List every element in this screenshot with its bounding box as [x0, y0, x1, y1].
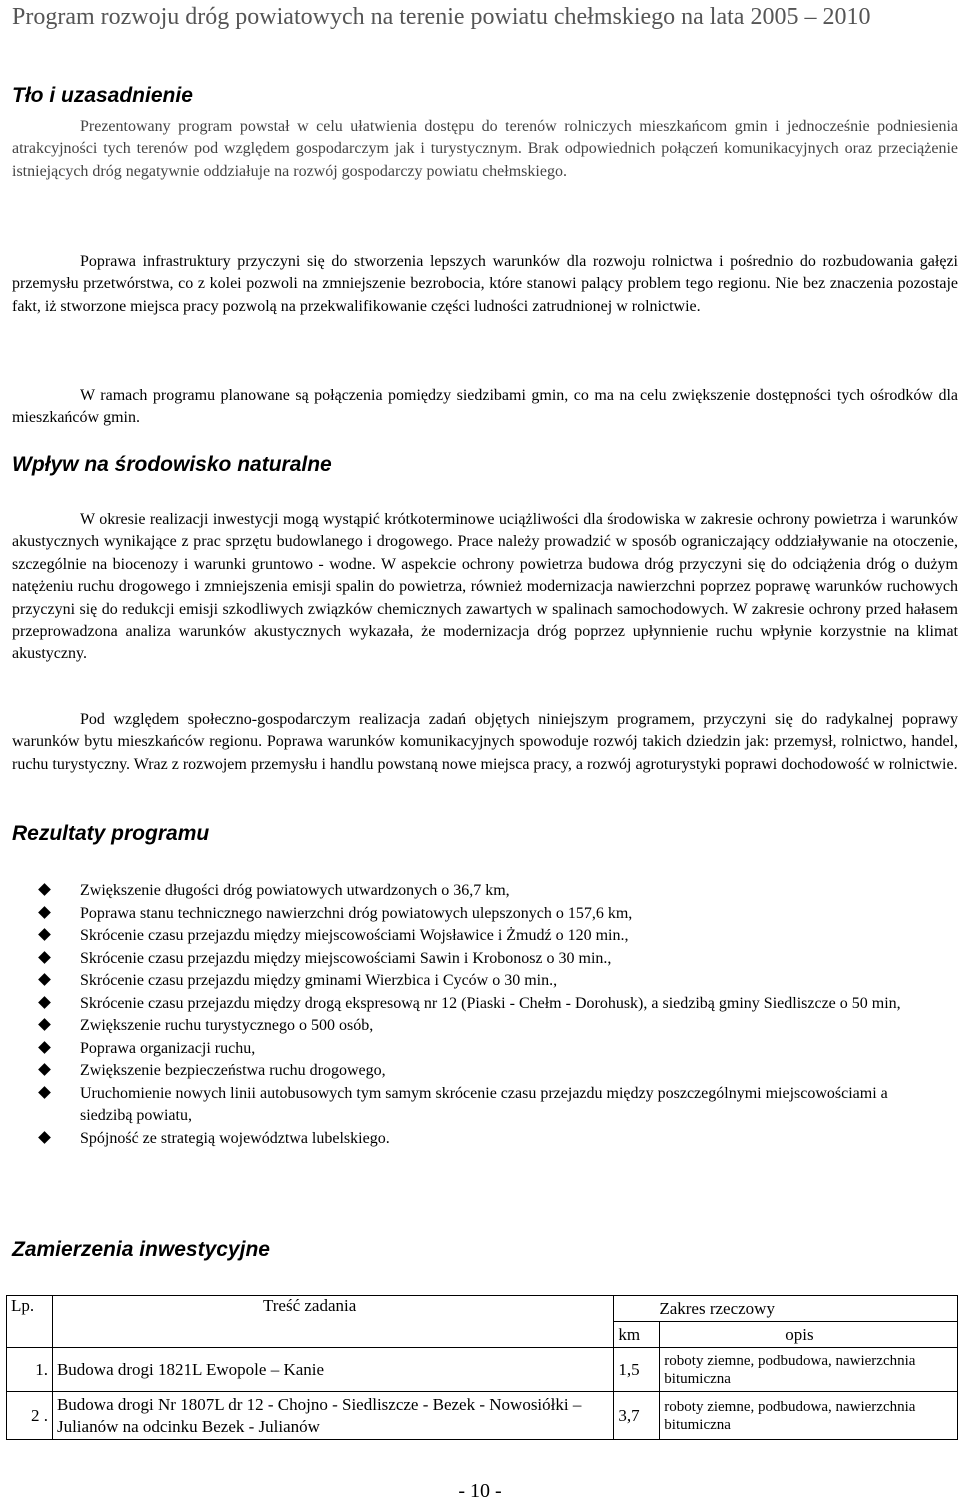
background-paragraph-1: Prezentowany program powstał w celu ułatwienia dostępu do terenów rolniczych mieszkańcom gmin i jednocześnie podniesienia atrakcyjności tych terenów pod względem gospodarczym jak i turystycznym. Brak odpowiednich połączeń komunikacyjnych oraz przeciążenie istniejących dróg negatywnie oddziałuje na rozwój gospodarczy powiatu chełmskiego.: [12, 118, 958, 180]
page-number: - 10 -: [458, 1480, 502, 1502]
row-km: 1,5: [614, 1348, 660, 1392]
row-desc: roboty ziemne, podbudowa, nawierzchnia bitumiczna: [660, 1348, 958, 1392]
section-heading-results: Rezultaty programu: [12, 822, 210, 845]
list-item: Skrócenie czasu przejazdu między miejscowościami Wojsławice i Żmudź o 120 min.,: [80, 927, 629, 944]
table-header-row: [7, 1296, 958, 1322]
table-row: [7, 1348, 958, 1392]
column-header-scope: Zakres rzeczowy: [614, 1296, 958, 1322]
column-header-km: km: [614, 1322, 660, 1348]
row-lp: 2 .: [7, 1392, 53, 1440]
background-paragraph-3: W ramach programu planowane są połączenia pomiędzy siedzibami gmin, co ma na celu zwiększenie dostępności tych ośrodków dla mieszkańców gmin.: [12, 387, 958, 427]
row-task: Budowa drogi Nr 1807L dr 12 - Chojno - Siedliszcze - Bezek - Nowosiółki – Julianów na odcinku Bezek - Julianów: [52, 1392, 613, 1440]
section-heading-environment: Wpływ na środowisko naturalne: [12, 453, 332, 476]
column-header-desc: opis: [660, 1322, 958, 1348]
section-heading-investments: Zamierzenia inwestycyjne: [12, 1238, 270, 1261]
list-item: Zwiększenie długości dróg powiatowych utwardzonych o 36,7 km,: [80, 882, 510, 899]
row-task: Budowa drogi 1821L Ewopole – Kanie: [52, 1348, 613, 1392]
list-item: Zwiększenie ruchu turystycznego o 500 osób,: [80, 1017, 374, 1034]
row-lp: 1.: [7, 1348, 53, 1392]
column-header-lp: Lp.: [7, 1296, 53, 1348]
list-item: Skrócenie czasu przejazdu między drogą ekspresową nr 12 (Piaski - Chełm - Dorohusk), a siedzibą gminy Siedliszcze o 50 min,: [80, 994, 901, 1012]
list-item: Zwiększenie bezpieczeństwa ruchu drogowego,: [80, 1062, 386, 1079]
environment-paragraph-1: W okresie realizacji inwestycji mogą wystąpić krótkoterminowe uciążliwości dla środowiska w zakresie ochrony powietrza i warunków akustycznych wynikające z prac sprzętu budowlanego i drogowego. Prace należy prowadzić w sposób ograniczający oddziaływanie na otoczenie, szczególnie na biocenozy i warunki gruntowo - wodne. W aspekcie ochrony powietrza budowa dróg przyczyni się do odciążenia dróg o dużym natężeniu ruchu drogowego i zmniejszenia emisji spalin do powietrza, również modernizacja nawierzchni poprzez poprawę warunków ruchowych przyczyni się do redukcji emisji szkodliwych związków chemicznych zawartych w spalinach samochodowych. W zakresie ochrony przed hałasem przeprowadzona analiza warunków akustycznych wykazała, że modernizacja dróg poprzez upłynnienie ruchu wpłynie korzystnie na klimat akustyczny.: [12, 511, 958, 663]
list-item: Poprawa organizacji ruchu,: [80, 1039, 256, 1057]
document-title: Program rozwoju dróg powiatowych na terenie powiatu chełmskiego na lata 2005 – 2010: [12, 4, 871, 30]
row-km: 3,7: [614, 1392, 660, 1440]
investments-table: [6, 1295, 958, 1440]
list-item: Skrócenie czasu przejazdu między miejscowościami Sawin i Krobonosz o 30 min.,: [80, 949, 612, 967]
section-heading-background: Tło i uzasadnienie: [12, 84, 193, 107]
row-desc: roboty ziemne, podbudowa, nawierzchnia bitumiczna: [660, 1392, 958, 1440]
list-item: Uruchomienie nowych linii autobusowych tym samym skrócenie czasu przejazdu między poszczególnymi miejscowościami a siedzibą powiatu,: [80, 1084, 888, 1124]
environment-paragraph-2: Pod względem społeczno-gospodarczym realizacja zadań objętych niniejszym programem, przyczyni się do radykalnej poprawy warunków bytu mieszkańców regionu. Poprawa warunków komunikacyjnych spowoduje rozwój takich dziedzin jak: przemysł, rolnictwo, handel, ruchu turystyczny. Wraz z rozwojem przemysłu i handlu powstaną nowe miejsca pracy, a rozwój agroturystyki poprawi dochodowość w rolnictwie.: [12, 711, 958, 773]
list-item: Skrócenie czasu przejazdu między gminami Wierzbica i Cyców o 30 min.,: [80, 972, 558, 989]
results-list: [40, 880, 940, 1150]
list-item: Poprawa stanu technicznego nawierzchni dróg powiatowych ulepszonych o 157,6 km,: [80, 904, 633, 922]
list-item: Spójność ze strategią województwa lubelskiego.: [80, 1129, 390, 1147]
table-row: [7, 1392, 958, 1440]
background-paragraph-2: Poprawa infrastruktury przyczyni się do stworzenia lepszych warunków dla rozwoju rolnictwa i pośrednio do rozbudowania gałęzi przemysłu przetwórstwa, co z kolei pozwoli na zmniejszenie bezrobocia, które stanowi palący problem tego regionu. Nie bez znaczenia pozostaje fakt, iż stworzone miejsca pracy pozwolą na przekwalifikowanie części ludności zatrudnionej w rolnictwie.: [12, 253, 958, 315]
column-header-task: Treść zadania: [52, 1296, 613, 1348]
